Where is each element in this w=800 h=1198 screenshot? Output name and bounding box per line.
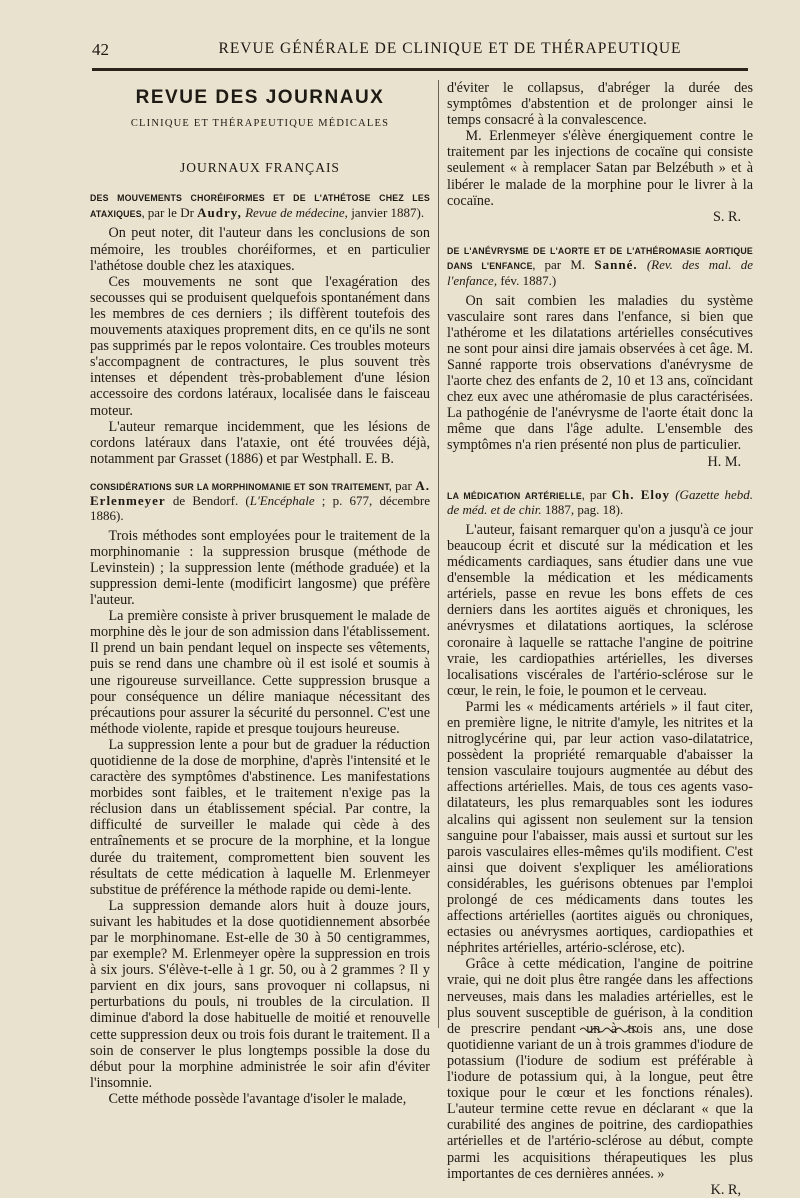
paragraph: L'auteur remarque incidemment, que les lésions de cordons latéraux dans l'ataxie, ont été trouvées déjà, notamment par Grasset (1886) et par Westphall. E. B. [90, 418, 430, 467]
article-heading-audry: DES MOUVEMENTS CHORÉIFORMES ET DE L'ATHÉTOSE CHEZ LES ATAXIQUES, par le Dr Audry, Revue de médecine, janvier 1887). [90, 193, 430, 220]
paragraph: On sait combien les maladies du système vasculaire sont rares dans l'enfance, si bien que l'athérome et les dilatations artérielles consécutives ne sont pour ainsi dire jamais observées à cet âge. M. Sanné rapporte trois observations d'anévrysme de l'aorte chez des enfants de 2, 10 et 13 ans, coïncidant chez eux avec une athéromasie de plus caractérisées. La pathogénie de l'anévrysme de l'aorte était donc la même que dans l'âge adulte. L'ensemble des symptômes n'a rien présenté non plus de particulier. [447, 292, 753, 454]
article-heading-erlenmeyer: CONSIDÉRATIONS SUR LA MORPHINOMANIE ET SON TRAITEMENT, par A. Erlenmeyer de Bendorf. (L'Encéphale ; p. 677, décembre 1886). [90, 477, 431, 524]
section-title: REVUE DES JOURNAUX [135, 87, 385, 108]
paragraph: Cette méthode possède l'avantage d'isoler le malade, [108, 1090, 407, 1107]
signature: H. M. [707, 453, 741, 470]
page-number: 42 [92, 40, 109, 59]
paragraph: Trois méthodes sont employées pour le traitement de la morphinomanie : la suppression brusque (méthode de Levinstein) ; la suppression lente (méthode graduée) et la suppression demi-lente (modificirt langosme) que préfère l'auteur. [90, 527, 430, 609]
section-subtitle: CLINIQUE ET THÉRAPEUTIQUE MÉDICALES [130, 118, 390, 130]
running-header [0, 36, 800, 66]
paragraph: La première consiste à priver brusquement le malade de morphine dès le jour de son admission dans l'établissement. Il prend un bain pendant lequel on inspecte ses vêtements, puis se rend dans une chambre où il est isolé et soumis à une rigoureuse surveillance. Cette suppression brusque a pour conséquence un délire maniaque nécessitant des précautions pour assurer la sécurité du personnel. C'est une méthode violente, rapide et presque toujours heureuse. [90, 608, 430, 737]
left-column [90, 80, 430, 1107]
signature: S. R. [713, 208, 741, 225]
paragraph: M. Erlenmeyer s'élève énergiquement contre le traitement par les injections de cocaïne qui consiste seulement « à remplacer Satan par Belzébuth » et à libérer le malade de la morphine pour le livrer à la cocaïne. [447, 128, 753, 209]
paragraph: Ces mouvements ne sont que l'exagération des secousses qui se produisent quelquefois spontanément dans les membres de ces derniers ; ils diffèrent toutefois des mouvements ataxiques proprement dits, en ce qu'ils ne sont pas supprimés par le repos volontaire. Ces troubles moteurs s'accompagnent de contractures, le plus souvent très intenses et dépendent très-probablement d'une lésion accessoire des cordons latéraux, localisée dans le faisceau moteur. [90, 273, 430, 419]
paragraph: Grâce à cette médication, l'angine de poitrine vraie, qui ne doit plus être rangée dans les affections nerveuses, mais dans les maladies artérielles, est le plus souvent susceptible de guérison, à la condition de prescrire pendant un à trois ans, une dose quotidienne variant de un à trois grammes d'iodure de potassium (l'iodure de sodium est préférable à l'iodure de potassium qui, à la longue, peut être toxique pour le cœur et les fonctions rénales). L'auteur termine cette revue en déclarant « que la curabilité des angines de poitrine, des cardiopathies artérielles et de l'artério-sclérose au début, compte parmi les acquisitions thérapeutiques les plus importantes de ces dernières années. » [447, 956, 753, 1182]
paragraph: d'éviter le collapsus, d'abréger la durée des symptômes d'abstention et de prolonger ainsi le temps consacré à la convalescence. [447, 80, 753, 129]
paragraph: Parmi les « médicaments artériels » il faut citer, en première ligne, le nitrite d'amyle, les nitrites et la nitroglycérine qui, par leur action vaso-dilatatrice, possèdent la propriété remarquable d'abaisser la tension vasculaire toujours augmentée au début des affections artérielles. Mais, de tous ces agents vaso-dilatateurs, les plus remarquables sont les iodures alcalins qui agissent non seulement sur la tension sanguine pour l'abaisser, mais aussi et surtout sur les parois vasculaires elles-mêmes qu'ils modifient. C'est ainsi que doivent s'expliquer les améliorations considérables, les guérisons obtenues par l'emploi prolongé de ces médicaments dans toutes les affections artérielles (aortites aiguës ou chroniques, ectasies ou anévrysmes aortiques, cardiopathies et néphrites artérielles, artério-sclérose, etc). [447, 698, 753, 957]
journal-title: REVUE GÉNÉRALE DE CLINIQUE ET DE THÉRAPEUTIQUE [218, 40, 682, 57]
article-heading-sanne: DE L'ANÉVRYSME DE L'AORTE ET DE L'ATHÉROMASIE AORTIQUE DANS L'ENFANCE, par M. Sanné. (Rev. des mal. de l'enfance, fév. 1887.) [447, 245, 753, 289]
journals-heading: JOURNAUX FRANÇAIS [180, 160, 340, 176]
signature-row [447, 1182, 753, 1198]
header-rule [92, 68, 748, 71]
paragraph: On peut noter, dit l'auteur dans les conclusions de son mémoire, les troubles choréiformes, et en particulier l'athétose double chez les ataxiques. [90, 225, 430, 274]
signature: E. B. [365, 450, 394, 467]
paragraph: La suppression demande alors huit à douze jours, suivant les habitudes et la dose quotidiennement absorbée par le morphinomane. Est-elle de 30 à 50 centigrammes, par exemple? M. Erlenmeyer opère la suppression en trois à six jours. S'élève-t-elle à 1 gr. 50, ou à 2 grammes ? Il y parvient en dix jours, sans provoquer ni collapsus, ni perturbations du pouls, ni troubles de la circulation. Il diminue d'abord la dose habituelle de moitié et renouvelle cette suppression deux ou trois fois durant le traitement. Il a soin de conserver le plus longtemps possible la dose du début pour la morphine administrée le soir afin d'éviter l'insomnie. [90, 897, 431, 1091]
column-divider [438, 80, 439, 1028]
paragraph: L'auteur, faisant remarquer qu'on a jusqu'à ce jour beaucoup écrit et discuté sur la médication et les médicaments cardiaques, sans étudier dans une vue d'ensemble la médication et les médicaments artériels, passe en revue les bons effets de ces derniers dans les aortites aiguës et chroniques, les anévrysmes et dilatations aortiques, la sclérose coronaire à laquelle se rattache l'angine de poitrine vraie, les cardiopathies artérielles, les diverses localisations viscérales de l'artério-sclérose sur le cœur, le rein, le foie, le poumon et le cerveau. [447, 521, 753, 699]
signature: K. R, [710, 1181, 741, 1198]
end-ornament [580, 1026, 638, 1034]
signature-row [447, 454, 753, 470]
paragraph: La suppression lente a pour but de graduer la réduction quotidienne de la dose de morphine, d'après l'intensité et le caractère des symptômes d'abstinence. Les manifestations morbides sont faibles, et le traitement n'exige pas la réclusion dans un établissement spécial. Par contre, la difficulté de surveiller le malade qui cède à des entraînements et se procure de la morphine, et la longue durée du traitement, compromettent bien souvent les résultats de cette médication à laquelle M. Erlenmeyer substitue de préférence la méthode rapide ou demi-lente. [90, 736, 430, 898]
signature-row [447, 209, 753, 225]
article-heading-eloy: LA MÉDICATION ARTÉRIELLE, par Ch. Eloy (Gazette hebd. de méd. et de chir. 1887, pag. 18). [447, 486, 753, 518]
